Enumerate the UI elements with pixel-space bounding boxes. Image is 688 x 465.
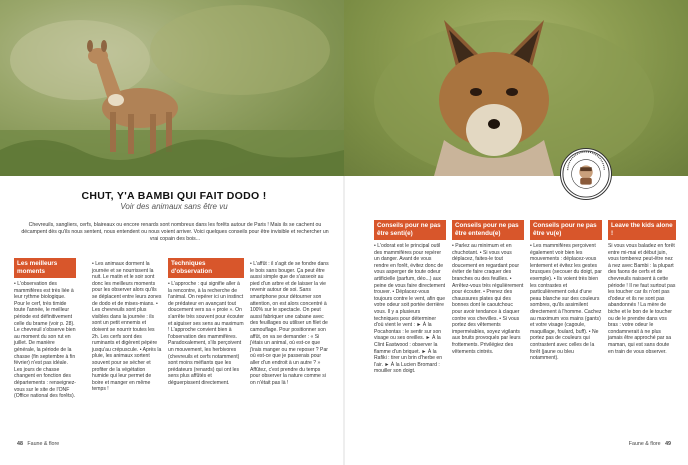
column-heading: Conseils pour ne pas être senti(e) — [374, 220, 446, 240]
column-text: • Parlez au minimum et en chuchotant. • Si vous vous déplacez, faites-le tout doucement en regardant pour éviter de faire craquer des branches ou des feuilles. • Arrêtez-vous très régulièrement pour écouter. • Prenez des chaussures plates qui des bonnes dont le caoutchouc pour avoir tendance à claquer contre vos chevilles. • Si vous portez des vêtements imperméables, soyez vigilants aux bruits provoqués par leurs frottements. Privilégiez des vêtements cintrés. — [452, 243, 524, 355]
column-heading: Les meilleurs moments — [14, 258, 76, 278]
deer-illustration — [0, 0, 344, 176]
fox-photo — [344, 0, 688, 176]
column-best-moments — [14, 258, 76, 400]
column-text: • L'approche : qui signifie aller à la rencontre, à la recherche de l'animal. On repérer ici un instinct de prédateur en avançant tout doucement vers sa « proie ». On s'arrête très souvent pour écouter et aiguiser ses sens au maximum ! L'approche convient bien à l'observation des mammifères. Paradoxalement, s'ils perçoivent un mouvement, les herbivores (chevreuils et cerfs notamment) sont moins méfiants que les prédateurs (renards) qui ont les sens plus affûtés et déguerpissent directement. — [168, 281, 245, 386]
fox-illustration — [344, 0, 688, 176]
page-gutter — [343, 176, 345, 465]
section-name-left: Faune & flore — [27, 441, 60, 447]
column-heading: Conseils pour ne pas être entendu(e) — [452, 220, 524, 240]
column-text: • L'odorat est le principal outil des mammifères pour repérer un danger. Avant de vous rendre en forêt, évitez donc de vous asperger de toute odeur artificielle (parfum, déo...) aux peine de vous faire directement trouver. • Déplacez-vous toujours contre le vent, afin que votre odeur soit portée derrière vous. Il y a plusieurs techniques pour déterminer d'où vient le vent : ► À la Pocahontas : le sentir sur son visage ou ses oreilles. ► À la Clint Eastwood : observer la flamme d'un briquet. ► À la Rafiki : tirer un brin d'herbe en l'air. ► À la Lucien Bromard : mouiller son doigt. — [374, 243, 446, 375]
column-observation-techniques — [168, 258, 244, 387]
page-number-left: 48 — [17, 441, 23, 447]
column-leave-kids-alone — [608, 220, 676, 355]
column-text: • Les mammifères perçoivent également voir bien les mouvements : déplacez-vous lentement et évitez les gestes brusques (secouer du doigt, par exemple). • Ils voient très bien les contrastes et particulièrement celui d'une peau blanche sur des couleurs sombres, qu'ils assimilent directement à l'homme. Cachez au maximum vos mains (gants) et votre visage (cagoule, maquillage, foulard, buff). • Ne portez pas de couleurs qui contrastent avec celles de la forêt (jaune ou bleu notamment). — [530, 243, 602, 362]
page-subtitle: Voir des animaux sans être vu — [120, 202, 228, 211]
column-not-smelled — [374, 220, 446, 375]
column-heading: Conseils pour ne pas être vu(e) — [530, 220, 602, 240]
column-not-seen — [530, 220, 602, 362]
column-text: • L'affût : il s'agit de se fondre dans le bois sans bouger. Ça peut être aussi simple que de s'asseoir au pied d'un arbre et de laisser la vie revenir autour de soi. Sans smartphone pour détourner son attention, on est alors concentré à 100% sur le spectacle. On peut aussi fabriquer une cabane avec des feuillages ou utiliser un filet de camouflage. Pour positionner son affût, on va se demander : « Si j'étais un animal, où est-ce que j'irais manger ou me reposer ? Par où est-ce que je passerais pour aller d'un endroit à un autre ? » Affûtez, c'est prendre du temps pour observer la nature comme si on n'était pas là ! — [250, 261, 329, 386]
section-name-right: Faune & flore — [628, 441, 661, 447]
stamp-badge — [560, 148, 612, 200]
column-techniques-continued — [250, 258, 330, 386]
column-not-heard — [452, 220, 524, 355]
column-heading: Leave the kids alone ! — [608, 220, 676, 240]
column-text: • Les animaux dorment la journée et se nourrissent la nuit. Le matin et le soir sont donc les meilleurs moments pour les observer alors qu'ils se déplacent entre leurs zones de dodo et de mises-mians. • Les chevreuils sont plus visibles dans la journée : ils sont un petit ennemis et doivent se nourrir toutes les 2h. Les cerfs sont des ruminants et digèrent pépère jusqu'au crépuscule. • Après la pluie, les animaux sortent souvent pour se sécher et profiter de la végétation humide qui leur permet de boire et manger en même temps ! — [92, 261, 162, 393]
footer-left — [14, 441, 59, 447]
column-text: • L'observation des mammifères est très liée à leur rythme biologique. Pour le cerf, très timide toute l'année, le meilleur période est définitivement celle du brame (voir p. 28). Le chevreuil s'observe bien au moment du son rut en juillet. De manière générale, la période de la chasse (fin septembre à fin février) n'est pas idéale. Les jours de chasse changent en fonction des départements : renseignez-vous sur le site de l'ONF (Office national des forêts). — [14, 281, 77, 400]
page-title: CHUT, Y'A BAMBI QUI FAIT DODO ! — [81, 190, 267, 202]
column-heading: Techniques d'observation — [168, 258, 244, 278]
intro-paragraph: Chevreuils, sangliers, cerfs, blaireaux ou encore renards sont nombreux dans les forêts autour de Paris ! Mais ils se cachent ou décampent dès qu'ils nous sentent, nous entendent ou nous voient arriver. Voici quelques conseils pour être invisible et rechercher un vrai copain des bois... — [21, 222, 329, 242]
footer-right — [629, 441, 674, 447]
deer-photo — [0, 0, 344, 176]
column-moments-continued — [92, 258, 162, 393]
page-number-right: 49 — [665, 441, 671, 447]
stamp-logo — [561, 149, 611, 199]
column-text: Si vous vous baladez en forêt entre mi-mai et début juin, vous tomberez peut-être nez à nez avec Bambi : la plupart des faons de cerfs et de chevreuils naissent à cette période ! Il ne faut surtout pas les toucher car ils n'ont pas d'odeur et ils ne sont pas abandonnés ! La mère de biche et le bon de le toucher ou de le prendre dans vos bras : votre odeur le condamnerait à ne plus jamais être approché par sa maman, qui est sans doute en train de vous observer. — [608, 243, 676, 355]
